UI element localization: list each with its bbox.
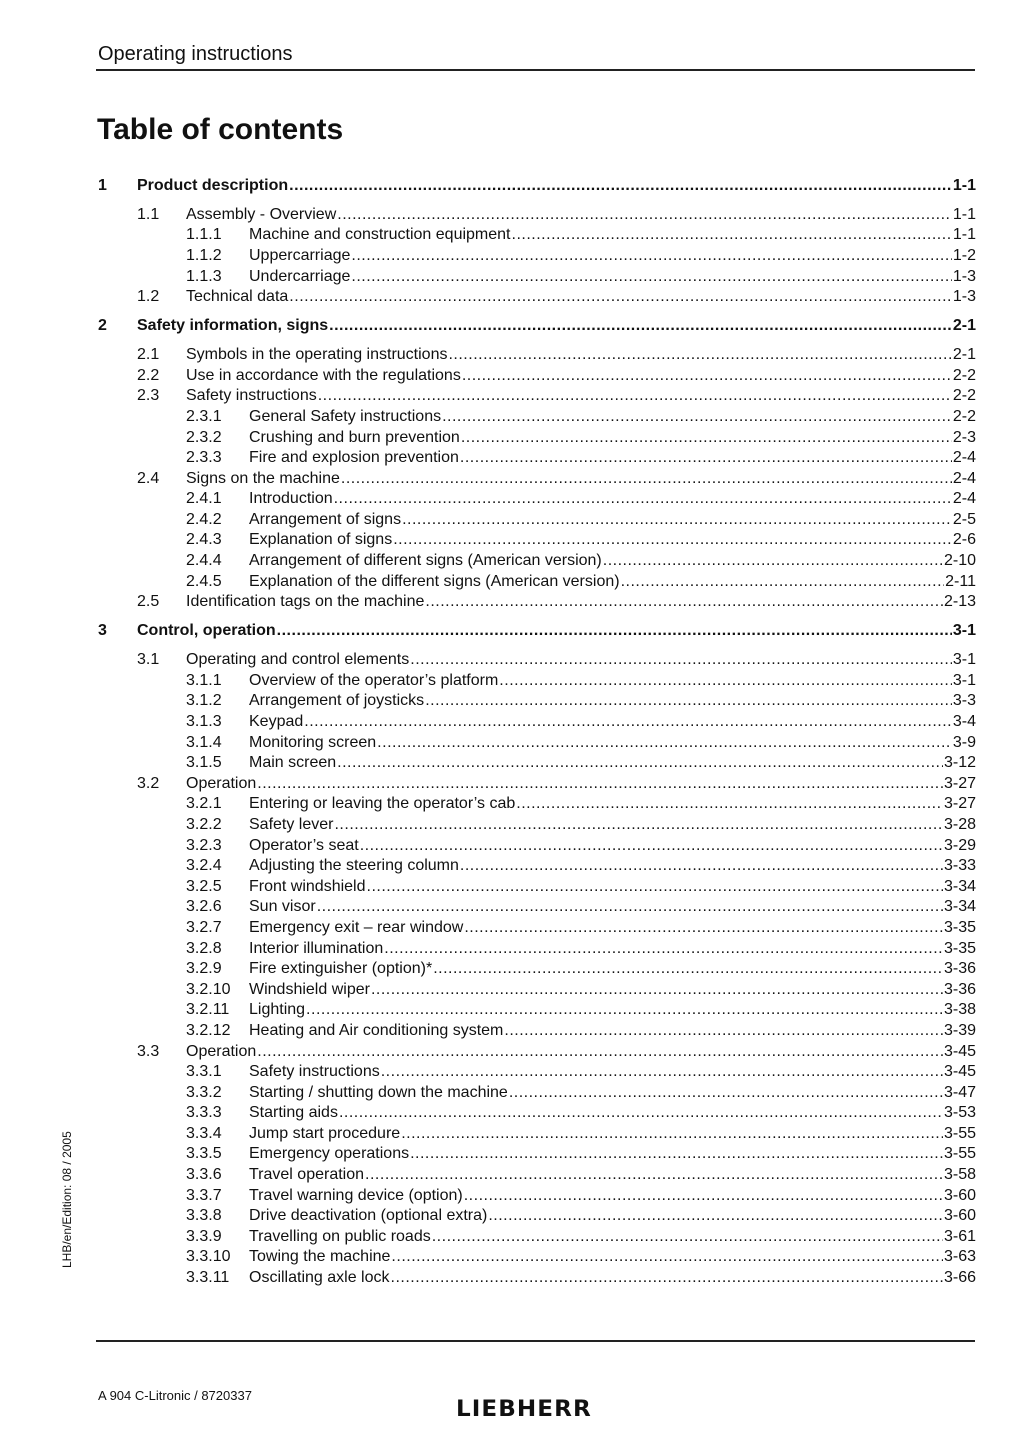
- toc-entry-number: 3.2.2: [186, 815, 222, 833]
- toc-entry[interactable]: [98, 877, 976, 898]
- dot-leader: [393, 530, 952, 551]
- toc-entry-number: 3.3.11: [186, 1269, 230, 1287]
- toc-entry-number: 2.4.4: [186, 552, 222, 570]
- toc-entry-title: Uppercarriage: [249, 246, 351, 264]
- toc-entry-number: 3.2: [137, 774, 160, 792]
- dot-leader: [334, 815, 942, 836]
- dot-leader: [401, 1124, 943, 1145]
- toc-entry[interactable]: [98, 856, 976, 877]
- toc-entry-number: 3.3: [137, 1042, 160, 1060]
- toc-entry[interactable]: [98, 1268, 976, 1289]
- toc-entry-page: 1-1: [952, 205, 976, 223]
- toc-entry-title: Explanation of the different signs (American version): [249, 572, 620, 590]
- dot-leader: [306, 1000, 943, 1021]
- header-divider: [96, 69, 975, 71]
- toc-entry[interactable]: [98, 1103, 976, 1124]
- toc-entry[interactable]: [98, 897, 976, 918]
- toc-entry-number: 3: [98, 622, 107, 640]
- dot-leader: [516, 794, 943, 815]
- edition-note: LHB/en/Edition: 08 / 2005: [60, 1131, 74, 1268]
- toc-entry[interactable]: [98, 1021, 976, 1042]
- dot-leader: [460, 856, 943, 877]
- toc-entry-number: 1.1.1: [186, 226, 222, 244]
- toc-entry-title: Product description: [137, 177, 289, 194]
- toc-entry-number: 3.3.1: [186, 1063, 222, 1081]
- toc-entry[interactable]: [98, 267, 976, 288]
- toc-entry-title: Travel warning device (option): [249, 1186, 463, 1204]
- toc-entry-page: 3-35: [943, 918, 976, 936]
- toc-entry-title: Starting / shutting down the machine: [249, 1083, 508, 1101]
- toc-entry-page: 3-60: [943, 1186, 976, 1204]
- toc-entry-page: 3-3: [952, 692, 976, 710]
- toc-entry-page: 2-1: [952, 346, 976, 364]
- dot-leader: [341, 469, 952, 490]
- toc-entry[interactable]: [98, 712, 976, 733]
- dot-leader: [621, 572, 945, 593]
- toc-entry-page: 3-61: [943, 1227, 976, 1245]
- toc-entry-page: 2-4: [952, 490, 976, 508]
- dot-leader: [410, 650, 952, 671]
- toc-entry[interactable]: [98, 246, 976, 267]
- toc-entry-page: 3-1: [952, 622, 976, 640]
- toc-entry-page: 2-10: [943, 552, 976, 570]
- dot-leader: [351, 267, 951, 288]
- toc-entry[interactable]: [98, 489, 976, 510]
- toc-entry-page: 2-4: [952, 469, 976, 487]
- dot-leader: [329, 316, 952, 337]
- dot-leader: [289, 176, 952, 197]
- toc-entry-number: 3.2.8: [186, 939, 222, 957]
- toc-entry[interactable]: [98, 287, 976, 308]
- toc-entry-title: Emergency operations: [249, 1145, 410, 1163]
- toc-entry-number: 3.2.11: [186, 1001, 230, 1019]
- dot-leader: [337, 753, 943, 774]
- toc-entry-page: 3-12: [943, 754, 976, 772]
- toc-entry-number: 2.1: [137, 346, 160, 364]
- toc-entry-number: 2.5: [137, 593, 160, 611]
- toc-entry[interactable]: [98, 592, 976, 613]
- toc-entry-number: 1.1.2: [186, 246, 222, 264]
- dot-leader: [603, 551, 943, 572]
- toc-entry[interactable]: [98, 794, 976, 815]
- toc-entry-number: 3.3.6: [186, 1166, 222, 1184]
- toc-entry-title: Drive deactivation (optional extra): [249, 1207, 488, 1225]
- liebherr-logo: LIEBHERR: [456, 1397, 592, 1422]
- toc-entry-title: Main screen: [249, 754, 337, 772]
- toc-entry-title: Travelling on public roads: [249, 1227, 431, 1245]
- toc-entry-number: 2: [98, 317, 107, 335]
- toc-entry[interactable]: [98, 407, 976, 428]
- toc-entry-number: 2.3.1: [186, 407, 222, 425]
- toc-entry[interactable]: [98, 1124, 976, 1145]
- toc-entry[interactable]: [98, 1165, 976, 1186]
- dot-leader: [504, 1021, 943, 1042]
- toc-entry-title: Heating and Air conditioning system: [249, 1021, 504, 1039]
- toc-entry-title: Technical data: [186, 288, 289, 306]
- toc-entry[interactable]: [98, 733, 976, 754]
- toc-entry[interactable]: [98, 650, 976, 671]
- toc-entry-page: 2-2: [952, 366, 976, 384]
- toc-entry-number: 3.3.4: [186, 1124, 222, 1142]
- dot-leader: [257, 1042, 943, 1063]
- toc-entry-title: Assembly - Overview: [186, 205, 337, 223]
- toc-entry-page: 3-27: [943, 774, 976, 792]
- dot-leader: [488, 1206, 943, 1227]
- toc-entry-number: 3.1.5: [186, 754, 222, 772]
- toc-entry-page: 2-4: [952, 449, 976, 467]
- toc-entry-number: 2.3.3: [186, 449, 222, 467]
- toc-entry[interactable]: [98, 316, 976, 337]
- toc-entry-title: Oscillating axle lock: [249, 1269, 390, 1287]
- dot-leader: [377, 733, 952, 754]
- toc-entry[interactable]: [98, 939, 976, 960]
- toc-entry-title: Operation: [186, 774, 257, 792]
- toc-entry-number: 3.2.5: [186, 877, 222, 895]
- toc-entry-title: Explanation of signs: [249, 531, 393, 549]
- toc-entry-page: 2-3: [952, 428, 976, 446]
- dot-leader: [442, 407, 952, 428]
- toc-entry[interactable]: [98, 836, 976, 857]
- toc-entry-page: 1-2: [952, 246, 976, 264]
- toc-entry-title: Starting aids: [249, 1104, 338, 1122]
- toc-entry[interactable]: [98, 1227, 976, 1248]
- toc-entry-title: Entering or leaving the operator’s cab: [249, 795, 516, 813]
- toc-entry-number: 2.3: [137, 387, 160, 405]
- dot-leader: [384, 939, 943, 960]
- toc-entry-page: 3-33: [943, 857, 976, 875]
- toc-entry-number: 1.1.3: [186, 267, 222, 285]
- toc-entry[interactable]: [98, 176, 976, 197]
- dot-leader: [462, 366, 952, 387]
- toc-entry[interactable]: [98, 572, 976, 593]
- dot-leader: [464, 1186, 943, 1207]
- toc-entry[interactable]: [98, 469, 976, 490]
- toc-entry[interactable]: [98, 691, 976, 712]
- toc-entry-title: Introduction: [249, 490, 333, 508]
- toc-entry-page: 2-11: [945, 572, 976, 590]
- toc-entry-number: 3.1.2: [186, 692, 222, 710]
- toc-entry[interactable]: [98, 959, 976, 980]
- toc-entry[interactable]: [98, 671, 976, 692]
- toc-entry-title: Undercarriage: [249, 267, 351, 285]
- dot-leader: [367, 877, 943, 898]
- toc-entry-page: 3-34: [943, 898, 976, 916]
- toc-entry[interactable]: [98, 1042, 976, 1063]
- dot-leader: [351, 246, 951, 267]
- toc-entry-number: 3.3.2: [186, 1083, 222, 1101]
- toc-entry[interactable]: [98, 366, 976, 387]
- toc-entry-number: 1.1: [137, 205, 160, 223]
- dot-leader: [461, 428, 952, 449]
- toc-entry-title: Safety information, signs: [137, 317, 329, 335]
- toc-entry-title: Safety instructions: [186, 387, 317, 405]
- toc-entry-title: Towing the machine: [249, 1248, 391, 1266]
- toc-entry-number: 1.2: [137, 288, 160, 306]
- toc-entry-title: Operator’s seat: [249, 836, 359, 854]
- toc-entry-title: Interior illumination: [249, 939, 384, 957]
- toc-entry-number: 3.3.5: [186, 1145, 222, 1163]
- toc-entry-number: 2.3.2: [186, 428, 222, 446]
- toc-entry-page: 1-1: [952, 177, 976, 194]
- toc-entry-title: Windshield wiper: [249, 980, 370, 998]
- toc-entry[interactable]: [98, 386, 976, 407]
- toc-entry-title: Signs on the machine: [186, 469, 340, 487]
- header-title: Operating instructions: [98, 43, 293, 65]
- toc-entry-page: 3-1: [952, 651, 976, 669]
- toc-entry-title: Emergency exit – rear window: [249, 918, 464, 936]
- toc-entry-number: 3.2.4: [186, 857, 222, 875]
- footer-divider: [96, 1340, 975, 1342]
- toc-entry[interactable]: [98, 774, 976, 795]
- toc-entry-page: 2-6: [952, 531, 976, 549]
- toc-entry[interactable]: [98, 1247, 976, 1268]
- dot-leader: [391, 1268, 943, 1289]
- dot-leader: [365, 1165, 943, 1186]
- document-id: A 904 C-Litronic / 8720337: [98, 1388, 252, 1403]
- toc-entry[interactable]: [98, 1000, 976, 1021]
- toc-entry-page: 1-3: [952, 267, 976, 285]
- toc-entry-title: Travel operation: [249, 1166, 365, 1184]
- table-of-contents: [98, 176, 976, 1289]
- toc-entry-page: 3-38: [943, 1001, 976, 1019]
- toc-entry-number: 2.4.5: [186, 572, 222, 590]
- toc-entry[interactable]: [98, 510, 976, 531]
- toc-entry-title: Operating and control elements: [186, 651, 410, 669]
- dot-leader: [425, 592, 943, 613]
- dot-leader: [257, 774, 943, 795]
- dot-leader: [277, 621, 952, 642]
- toc-entry-title: Monitoring screen: [249, 733, 377, 751]
- dot-leader: [464, 918, 943, 939]
- toc-entry-number: 3.2.7: [186, 918, 222, 936]
- toc-entry-page: 3-9: [952, 733, 976, 751]
- dot-leader: [425, 691, 952, 712]
- toc-entry[interactable]: [98, 980, 976, 1001]
- toc-entry-title: Keypad: [249, 713, 304, 730]
- toc-entry[interactable]: [98, 815, 976, 836]
- toc-entry-title: Safety instructions: [249, 1063, 380, 1081]
- toc-entry-title: Use in accordance with the regulations: [186, 366, 461, 384]
- toc-entry[interactable]: [98, 1206, 976, 1227]
- toc-entry-page: 3-28: [943, 815, 976, 833]
- toc-entry-page: 3-36: [943, 980, 976, 998]
- toc-entry-page: 3-45: [943, 1063, 976, 1081]
- toc-entry[interactable]: [98, 551, 976, 572]
- toc-entry[interactable]: [98, 753, 976, 774]
- toc-entry-title: Arrangement of different signs (American version): [249, 552, 602, 570]
- dot-leader: [433, 959, 943, 980]
- toc-entry-number: 3.3.7: [186, 1186, 222, 1204]
- toc-entry-number: 3.1.1: [186, 671, 222, 689]
- toc-entry-title: Safety lever: [249, 815, 334, 833]
- toc-entry-page: 3-34: [943, 877, 976, 895]
- toc-entry-number: 3.3.9: [186, 1227, 222, 1245]
- toc-entry-page: 2-1: [952, 317, 976, 335]
- toc-entry-title: General Safety instructions: [249, 407, 442, 425]
- toc-entry-page: 3-60: [943, 1207, 976, 1225]
- dot-leader: [402, 510, 952, 531]
- toc-entry-number: 3.3.3: [186, 1104, 222, 1122]
- toc-entry-page: 2-2: [952, 407, 976, 425]
- dot-leader: [448, 345, 951, 366]
- toc-entry[interactable]: [98, 448, 976, 469]
- toc-entry-title: Jump start procedure: [249, 1124, 401, 1142]
- toc-entry-title: Crushing and burn prevention: [249, 428, 460, 446]
- dot-leader: [317, 897, 943, 918]
- dot-leader: [334, 489, 952, 510]
- dot-leader: [337, 205, 952, 226]
- dot-leader: [512, 225, 952, 246]
- toc-entry-number: 3.2.9: [186, 960, 222, 978]
- toc-entry-number: 3.1.3: [186, 713, 222, 730]
- toc-entry[interactable]: [98, 428, 976, 449]
- toc-entry-number: 2.4: [137, 469, 160, 487]
- toc-entry-page: 3-27: [943, 795, 976, 813]
- toc-entry-number: 2.2: [137, 366, 160, 384]
- toc-entry-page: 3-35: [943, 939, 976, 957]
- toc-entry-page: 3-45: [943, 1042, 976, 1060]
- toc-entry-title: Overview of the operator’s platform: [249, 671, 499, 689]
- toc-entry-title: Lighting: [249, 1001, 306, 1019]
- toc-entry[interactable]: [98, 918, 976, 939]
- toc-entry[interactable]: [98, 1144, 976, 1165]
- toc-entry-title: Symbols in the operating instructions: [186, 346, 448, 364]
- dot-leader: [410, 1144, 943, 1165]
- toc-entry-page: 3-55: [943, 1124, 976, 1142]
- toc-entry-number: 3.3.8: [186, 1207, 222, 1225]
- toc-entry[interactable]: [98, 1186, 976, 1207]
- toc-entry-number: 1: [98, 177, 107, 194]
- toc-entry[interactable]: [98, 1083, 976, 1104]
- dot-leader: [432, 1227, 943, 1248]
- toc-entry-page: 3-1: [952, 671, 976, 689]
- dot-leader: [391, 1247, 943, 1268]
- toc-entry-number: 3.2.3: [186, 836, 222, 854]
- dot-leader: [371, 980, 943, 1001]
- toc-entry-page: 3-4: [952, 713, 976, 730]
- toc-entry-page: 3-66: [943, 1269, 976, 1287]
- toc-entry[interactable]: [98, 530, 976, 551]
- toc-entry[interactable]: [98, 621, 976, 642]
- toc-entry-title: Arrangement of joysticks: [249, 692, 425, 710]
- toc-entry-number: 3.1.4: [186, 733, 222, 751]
- dot-leader: [289, 287, 952, 308]
- toc-entry-title: Fire and explosion prevention: [249, 449, 459, 467]
- page-title: Table of contents: [97, 113, 344, 146]
- toc-entry-page: 3-58: [943, 1166, 976, 1184]
- toc-entry-title: Operation: [186, 1042, 257, 1060]
- toc-entry-page: 3-55: [943, 1145, 976, 1163]
- toc-entry-title: Fire extinguisher (option)*: [249, 960, 433, 978]
- toc-entry-page: 3-53: [943, 1104, 976, 1122]
- dot-leader: [509, 1083, 943, 1104]
- toc-entry-title: Machine and construction equipment: [249, 226, 511, 244]
- toc-entry-title: Adjusting the steering column: [249, 857, 459, 875]
- dot-leader: [499, 671, 952, 692]
- toc-entry-number: 3.2.10: [186, 980, 231, 998]
- toc-entry-number: 2.4.3: [186, 531, 222, 549]
- toc-entry-title: Sun visor: [249, 898, 316, 916]
- dot-leader: [318, 386, 952, 407]
- toc-entry-page: 3-29: [943, 836, 976, 854]
- toc-entry-title: Identification tags on the machine: [186, 593, 425, 611]
- toc-entry[interactable]: [98, 205, 976, 226]
- toc-entry-page: 2-2: [952, 387, 976, 405]
- dot-leader: [304, 712, 952, 733]
- toc-entry-number: 2.4.2: [186, 510, 222, 528]
- dot-leader: [381, 1062, 943, 1083]
- dot-leader: [460, 448, 952, 469]
- toc-entry-page: 3-47: [943, 1083, 976, 1101]
- toc-entry-number: 3.1: [137, 651, 160, 669]
- toc-entry[interactable]: [98, 345, 976, 366]
- toc-entry-page: 2-5: [952, 510, 976, 528]
- toc-entry[interactable]: [98, 1062, 976, 1083]
- toc-entry-page: 3-36: [943, 960, 976, 978]
- toc-entry-title: Arrangement of signs: [249, 510, 402, 528]
- toc-entry-number: 3.2.12: [186, 1021, 231, 1039]
- dot-leader: [339, 1103, 943, 1124]
- toc-entry-page: 1-1: [952, 226, 976, 244]
- toc-entry-page: 1-3: [952, 288, 976, 306]
- toc-entry-title: Front windshield: [249, 877, 366, 895]
- dot-leader: [360, 836, 943, 857]
- toc-entry-page: 3-63: [943, 1248, 976, 1266]
- toc-entry-number: 3.3.10: [186, 1248, 231, 1266]
- toc-entry-number: 2.4.1: [186, 490, 222, 508]
- toc-entry-number: 3.2.1: [186, 795, 222, 813]
- toc-entry-title: Control, operation: [137, 622, 276, 640]
- toc-entry-number: 3.2.6: [186, 898, 222, 916]
- toc-entry[interactable]: [98, 225, 976, 246]
- toc-entry-page: 3-39: [943, 1021, 976, 1039]
- toc-entry-page: 2-13: [943, 593, 976, 611]
